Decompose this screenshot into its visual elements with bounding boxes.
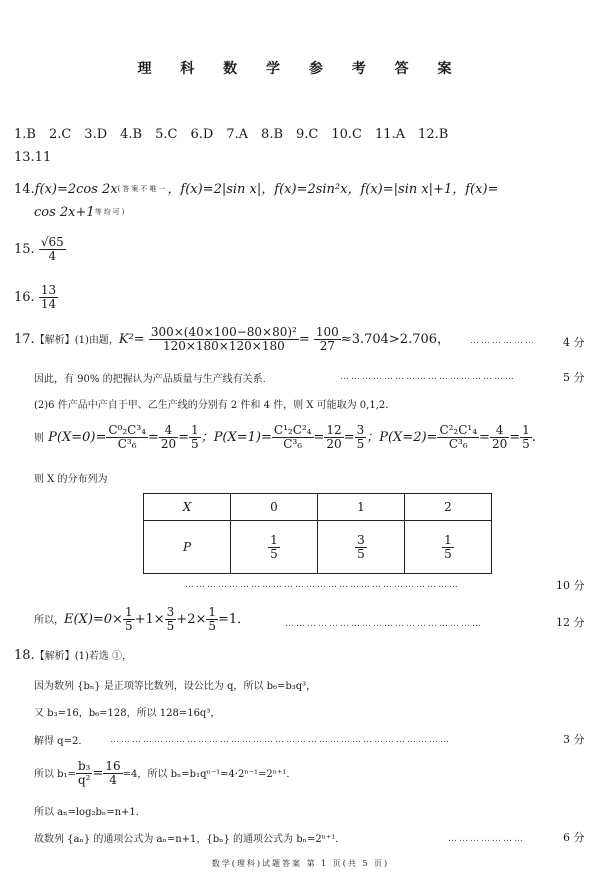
q16-number: 16. xyxy=(14,290,35,305)
q17-ex-expr: E(X)=0× xyxy=(64,612,123,627)
table-header-cell: X xyxy=(144,494,231,521)
q17-p2-b2: 20 xyxy=(491,437,508,451)
dots-leader: ………………………………………………………………… xyxy=(185,580,460,590)
q17-score-1: 4 分 xyxy=(563,336,585,349)
q17-k2-fraction2 xyxy=(314,326,341,353)
q15-number: 15. xyxy=(14,242,35,257)
q17-eq: = xyxy=(147,430,159,445)
q18-l4-mid: =4，所以 bₙ=b₁qⁿ⁻¹=4·2ⁿ⁻¹=2ⁿ⁺¹． xyxy=(122,769,297,780)
q17-p1-bot: C³₆ xyxy=(283,437,303,451)
q18-line3: 解得 q=2． xyxy=(34,736,89,747)
q15-numerator: √65 xyxy=(40,235,64,249)
q18-score-2: 6 分 xyxy=(563,831,585,844)
table-row-label: P xyxy=(144,521,231,574)
table-numerator: 3 xyxy=(357,532,365,547)
q14-number: 14. xyxy=(14,182,35,197)
q17-part1: (1)由题， xyxy=(74,335,119,346)
q15-fraction xyxy=(39,236,66,263)
q15-denominator: 4 xyxy=(48,249,57,263)
page-footer: 数学(理科)试题答案 第 1 页(共 5 页) xyxy=(211,859,390,868)
q17-p-prefix: 则 xyxy=(34,433,44,444)
page-title: 理 科 数 学 参 考 答 案 xyxy=(137,61,464,77)
q17-p1-frac2 xyxy=(324,424,343,451)
q17-dist-intro: 则 X 的分布列为 xyxy=(34,474,108,485)
table-row xyxy=(144,521,492,574)
table-fraction xyxy=(355,534,367,561)
answer-15 xyxy=(14,236,66,263)
table-numerator: 1 xyxy=(444,532,452,547)
q17-line2: 因此，有 90% 的把握认为产品质量与生产线有关系． xyxy=(34,374,273,385)
dots-leader: ………………………………………… xyxy=(340,372,516,382)
q18-line6: 故数列 {aₙ} 的通项公式为 aₙ=n+1，{bₙ} 的通项公式为 bₙ=2ⁿ⁺¹． xyxy=(34,834,346,845)
table-cell xyxy=(318,521,405,574)
q18-tag: 【解析】 xyxy=(34,651,75,662)
q18-l4-frac1 xyxy=(76,760,93,787)
q18-l4-top: b₃ xyxy=(77,759,91,773)
q17-eq: = xyxy=(313,430,325,445)
q17-p2-t3: 1 xyxy=(522,423,530,437)
q18-l4-t2: 16 xyxy=(105,759,121,773)
q17-ex-frac1 xyxy=(123,606,135,633)
q17-k2-eq: = xyxy=(298,332,310,347)
table-denominator: 5 xyxy=(270,546,278,561)
q17-p0-top: C⁰₂C³₄ xyxy=(108,423,146,437)
q16-denominator: 14 xyxy=(40,297,57,311)
q17-ex-t3: 1 xyxy=(208,605,216,619)
q14-expr-a: f(x)=2cos 2x xyxy=(34,182,118,197)
table-fraction xyxy=(442,534,454,561)
q17-p2-t2: 4 xyxy=(490,424,509,438)
q17-p2-lhs: ；P(X=2)= xyxy=(366,430,438,445)
answer-13: 13.11 xyxy=(14,150,52,165)
dots-leader: ………………… xyxy=(448,834,525,844)
q17-p1-b3: 5 xyxy=(356,437,365,451)
q17-p0-t2: 4 xyxy=(159,424,178,438)
q17-k2-fraction xyxy=(149,326,299,353)
answers-1-12: 1.B 2.C 3.D 4.B 5.C 6.D 7.A 8.B 9.C 10.C 11.A 12.B xyxy=(14,127,449,142)
answer-17-line1 xyxy=(14,326,450,353)
dots-leader: ……………… xyxy=(470,336,536,346)
q17-eq: = xyxy=(479,430,490,445)
answer-18-line1 xyxy=(14,647,132,663)
answer-14-cont xyxy=(34,205,126,220)
table-header-cell: 2 xyxy=(405,494,492,521)
distribution-table xyxy=(143,493,492,574)
q14-expr-b: ，f(x)=2|sin x|，f(x)=2sin²x，f(x)=|sin x|+1，f(x)= xyxy=(167,182,499,197)
table-denominator: 5 xyxy=(444,546,452,561)
q18-number: 18. xyxy=(14,648,35,663)
table-denominator: 5 xyxy=(357,546,365,561)
q17-ex-frac2 xyxy=(165,606,177,633)
q16-numerator: 13 xyxy=(40,283,57,297)
q17-eq: = xyxy=(509,430,521,445)
q17-score-2: 5 分 xyxy=(563,371,585,384)
q18-l4-b2: 4 xyxy=(109,773,117,787)
q17-p1-top: C¹₂C²₄ xyxy=(273,423,312,437)
q17-ex-b2: 5 xyxy=(166,619,175,633)
q18-line4 xyxy=(34,760,296,787)
q16-fraction xyxy=(39,284,58,311)
table-header-cell: 0 xyxy=(231,494,318,521)
dots-leader: ………………………………………………………………………………… xyxy=(110,735,451,745)
table-cell xyxy=(405,521,492,574)
q14-note-a: (答案不唯一 xyxy=(117,185,168,193)
q17-p2-frac3 xyxy=(520,424,532,451)
q17-p1-frac1 xyxy=(272,424,314,451)
q17-score-3: 10 分 xyxy=(556,579,585,592)
q18-eq: = xyxy=(92,766,104,781)
q17-ex-end: =1． xyxy=(218,612,251,627)
table-fraction xyxy=(268,534,280,561)
q18-line5: 所以 aₙ=log₂bₙ=n+1． xyxy=(34,807,146,818)
q17-k2-numerator: 300×(40×100−80×80)² xyxy=(150,325,297,339)
table-cell xyxy=(231,521,318,574)
q17-ex-mid1: +1× xyxy=(134,612,165,627)
q17-p1-frac3 xyxy=(355,424,367,451)
q17-ex-t1: 1 xyxy=(124,605,133,619)
table-numerator: 1 xyxy=(270,532,278,547)
q17-p0-frac1 xyxy=(106,424,148,451)
q17-k2-tail: ≈3.704>2.706， xyxy=(340,332,451,347)
q14-expr-c: cos 2x+1 xyxy=(34,205,95,220)
q18-l4-frac2 xyxy=(103,760,122,787)
q17-p0-frac2 xyxy=(159,424,178,451)
q17-k2-lhs: K²= xyxy=(118,332,145,347)
q18-l4-bot: q² xyxy=(77,773,91,787)
q17-ex-b3: 5 xyxy=(208,619,216,633)
q17-expectation xyxy=(34,606,250,633)
q17-p2-bot: C³₆ xyxy=(448,437,468,451)
q17-probabilities: 则 P(X=0)= $\frac{\text{C⁰₂C³₄}}{\text{C³₆}}$ = $\frac{4}{20}$ = $\frac{1}{5}$ ；P(X=1)= $\frac{\text{C¹₂C²₄}}{\text{C³₆}}$ = $\frac{12}{20}$ = $\frac{3}{5}$ ；P(X=2)= $\frac{\text{C²₂C¹₄}}{\text{C³₆}}$ = $\frac{4}{20}$ = $\frac{1}{5}$ . xyxy=(34,423,536,451)
table-header-cell: 1 xyxy=(318,494,405,521)
q17-p2-top: C²₂C¹₄ xyxy=(439,423,478,437)
q17-p0-frac3 xyxy=(189,424,201,451)
q17-ex-frac3 xyxy=(206,606,218,633)
answer-16 xyxy=(14,284,58,311)
q17-k2-denominator: 120×180×120×180 xyxy=(162,339,285,353)
q17-tag: 【解析】 xyxy=(34,335,75,346)
q17-p0-lhs: P(X=0)= xyxy=(48,430,107,445)
q17-eq: = xyxy=(343,430,355,445)
q17-p0-b2: 20 xyxy=(160,437,177,451)
q18-l4-pre: 所以 b₁= xyxy=(34,769,76,780)
q17-ex-mid2: +2× xyxy=(176,612,207,627)
q17-p1-t3: 3 xyxy=(356,423,365,437)
q17-line3: (2)6 件产品中产自于甲、乙生产线的分别有 2 件和 4 件，则 X 可能取为 0,1,2． xyxy=(34,400,396,411)
q18-line2: 又 b₃=16，b₆=128，所以 128=16q³， xyxy=(34,708,221,719)
q17-k2-numerator2: 100 xyxy=(315,325,339,339)
dots-leader: ……………………………………………… xyxy=(285,619,483,629)
answer-14 xyxy=(14,178,498,197)
q17-ex-prefix: 所以， xyxy=(34,615,64,626)
q17-p1-t2: 12 xyxy=(326,423,342,437)
q14-note-b: 等均可) xyxy=(94,208,127,216)
q18-part1: (1)若选 ①， xyxy=(74,651,133,662)
q17-p0-b3: 5 xyxy=(191,437,199,451)
q17-k2-denominator2: 27 xyxy=(319,339,335,353)
q17-p2-frac1 xyxy=(437,424,479,451)
q17-ex-b1: 5 xyxy=(124,619,133,633)
q17-p2-b3: 5 xyxy=(522,437,530,451)
q17-score-4: 12 分 xyxy=(556,616,585,629)
q17-p0-bot: C³₆ xyxy=(117,437,137,451)
q17-p1-b2: 20 xyxy=(326,437,342,451)
q17-p2-frac2 xyxy=(490,424,509,451)
q17-p0-t3: 1 xyxy=(191,423,199,437)
q17-number: 17. xyxy=(14,332,35,347)
q18-line1: 因为数列 {bₙ} 是正项等比数列，设公比为 q，所以 b₆=b₃q³， xyxy=(34,681,317,692)
q17-ex-t2: 3 xyxy=(166,605,175,619)
q18-score-1: 3 分 xyxy=(563,733,585,746)
table-row xyxy=(144,494,492,521)
q17-p1-lhs: ；P(X=1)= xyxy=(200,430,272,445)
q17-eq: = xyxy=(178,430,190,445)
